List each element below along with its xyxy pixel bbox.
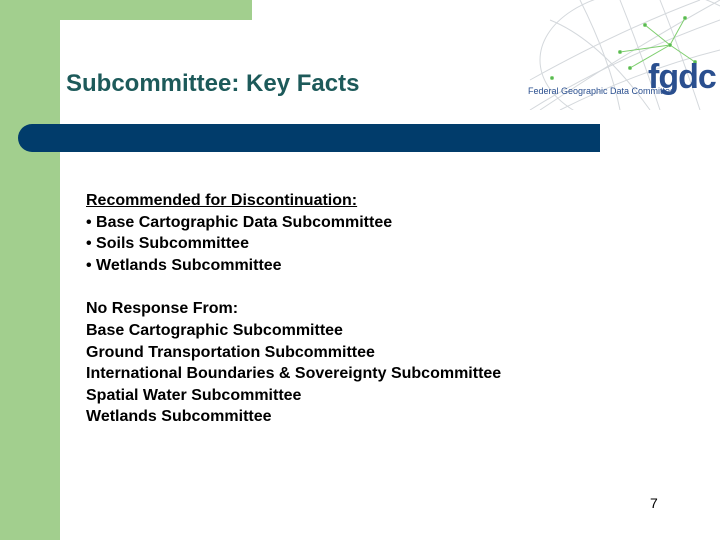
no-response-heading: No Response From: [86,300,239,318]
list-item: • Soils Subcommittee [86,235,249,253]
fgdc-logo [520,0,720,110]
logo-wordmark: fgdc [648,58,716,96]
top-accent-bar [60,0,252,20]
list-item: Ground Transportation Subcommittee [86,343,375,361]
page-number: 7 [650,495,658,511]
list-item: Base Cartographic Subcommittee [86,321,343,339]
spacer [86,276,501,298]
left-accent-bar [0,0,60,540]
list-item: Spatial Water Subcommittee [86,386,302,404]
discontinuation-heading: Recommended for Discontinuation: [86,192,358,209]
title-divider [18,124,600,152]
list-item: Wetlands Subcommittee [86,408,272,426]
slide-body [86,190,501,428]
list-item: • Base Cartographic Data Subcommittee [86,213,393,231]
logo-tagline: Federal Geographic Data Committee [528,86,676,96]
slide-title: Subcommittee: Key Facts [66,70,360,97]
list-item: • Wetlands Subcommittee [86,256,282,274]
list-item: International Boundaries & Sovereignty Subcommittee [86,365,502,383]
